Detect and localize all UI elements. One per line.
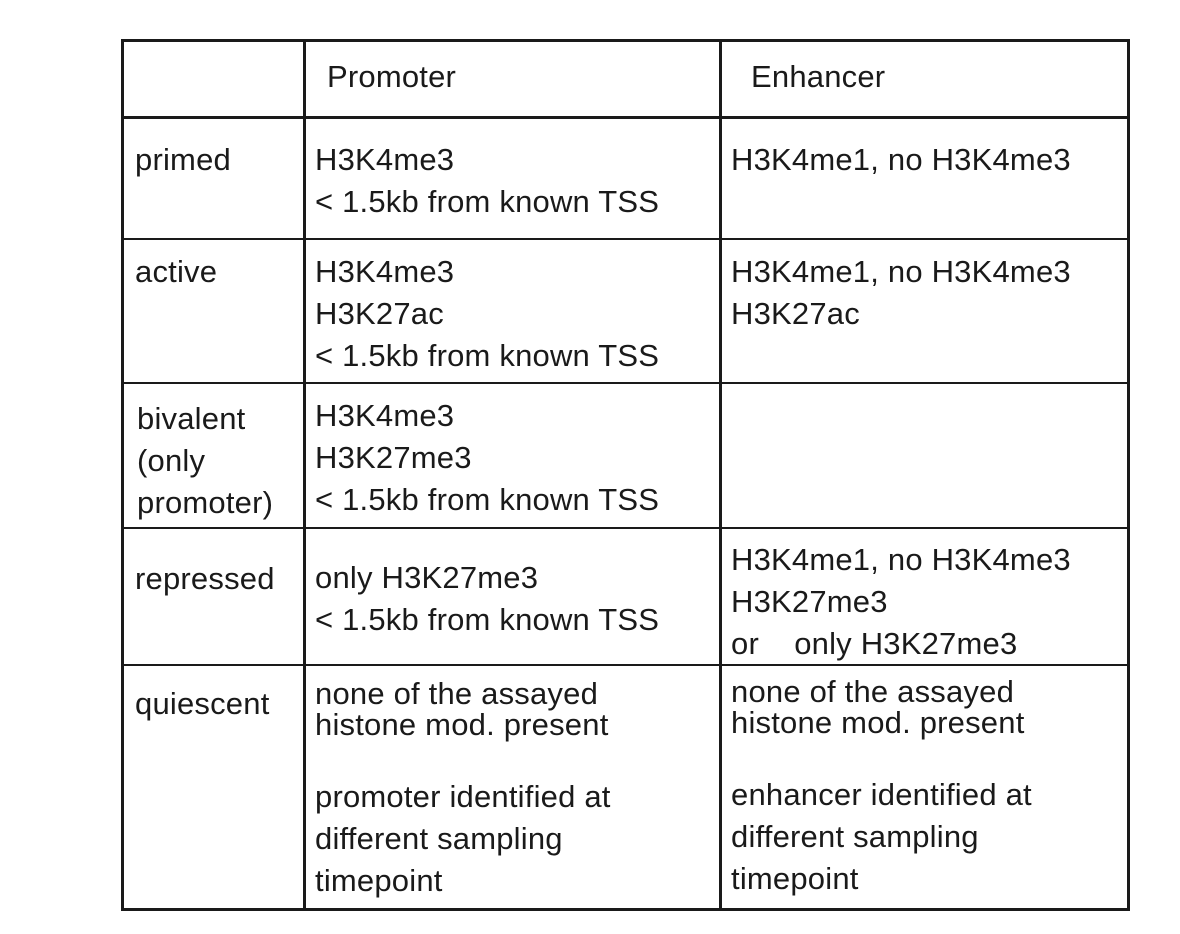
state-label: quiescent bbox=[135, 686, 270, 721]
promoter-line: < 1.5kb from known TSS bbox=[315, 602, 660, 637]
enhancer-line: histone mod. present bbox=[731, 705, 1025, 740]
promoter-line: different sampling bbox=[315, 821, 563, 856]
enhancer-line: H3K4me1, no H3K4me3 bbox=[731, 142, 1071, 177]
row-divider-1 bbox=[124, 238, 1127, 240]
row-bivalent-state bbox=[137, 398, 273, 524]
header-promoter: Promoter bbox=[327, 59, 457, 94]
header-enhancer: Enhancer bbox=[751, 59, 886, 94]
enhancer-line: enhancer identified at bbox=[731, 777, 1032, 812]
row-active-state bbox=[135, 251, 217, 293]
row-quiescent-promoter-top bbox=[315, 678, 609, 740]
promoter-line: < 1.5kb from known TSS bbox=[315, 184, 660, 219]
promoter-line: < 1.5kb from known TSS bbox=[315, 482, 660, 517]
promoter-line: only H3K27me3 bbox=[315, 560, 539, 595]
promoter-line: < 1.5kb from known TSS bbox=[315, 338, 660, 373]
row-repressed-enhancer bbox=[731, 539, 1071, 665]
column-divider-1 bbox=[303, 42, 306, 908]
state-label: promoter) bbox=[137, 485, 274, 520]
enhancer-line: H3K27ac bbox=[731, 296, 860, 331]
enhancer-line: H3K4me1, no H3K4me3 bbox=[731, 542, 1071, 577]
column-divider-2 bbox=[719, 42, 722, 908]
enhancer-line: H3K27me3 bbox=[731, 584, 888, 619]
row-quiescent-enhancer-top bbox=[731, 676, 1025, 738]
row-primed-enhancer bbox=[731, 139, 1071, 181]
row-active-enhancer bbox=[731, 251, 1071, 335]
row-primed-promoter bbox=[315, 139, 659, 223]
state-label: active bbox=[135, 254, 218, 289]
promoter-line: timepoint bbox=[315, 863, 443, 898]
enhancer-line: different sampling bbox=[731, 819, 979, 854]
row-divider-3 bbox=[124, 527, 1127, 529]
promoter-line: promoter identified at bbox=[315, 779, 611, 814]
promoter-line: H3K27ac bbox=[315, 296, 444, 331]
promoter-line: H3K27me3 bbox=[315, 440, 472, 475]
row-divider-header bbox=[124, 116, 1127, 119]
enhancer-line: H3K4me1, no H3K4me3 bbox=[731, 254, 1071, 289]
state-label: (only bbox=[137, 443, 206, 478]
row-quiescent-promoter-bottom bbox=[315, 776, 611, 902]
promoter-line: H3K4me3 bbox=[315, 254, 455, 289]
promoter-line: histone mod. present bbox=[315, 707, 609, 742]
promoter-line: H3K4me3 bbox=[315, 142, 455, 177]
row-bivalent-promoter bbox=[315, 395, 659, 521]
row-quiescent-state bbox=[135, 683, 270, 725]
enhancer-line: none of the assayed bbox=[731, 674, 1015, 709]
histone-state-table bbox=[121, 39, 1130, 911]
row-primed-state bbox=[135, 139, 231, 181]
enhancer-line: timepoint bbox=[731, 861, 859, 896]
state-label: repressed bbox=[135, 561, 275, 596]
row-quiescent-enhancer-bottom bbox=[731, 774, 1032, 900]
state-label: bivalent bbox=[137, 401, 246, 436]
row-active-promoter bbox=[315, 251, 659, 377]
row-repressed-state bbox=[135, 558, 275, 600]
row-repressed-promoter bbox=[315, 557, 659, 641]
enhancer-line: or only H3K27me3 bbox=[731, 626, 1018, 661]
row-divider-2 bbox=[124, 382, 1127, 384]
promoter-line: none of the assayed bbox=[315, 676, 599, 711]
state-label: primed bbox=[135, 142, 231, 177]
promoter-line: H3K4me3 bbox=[315, 398, 455, 433]
